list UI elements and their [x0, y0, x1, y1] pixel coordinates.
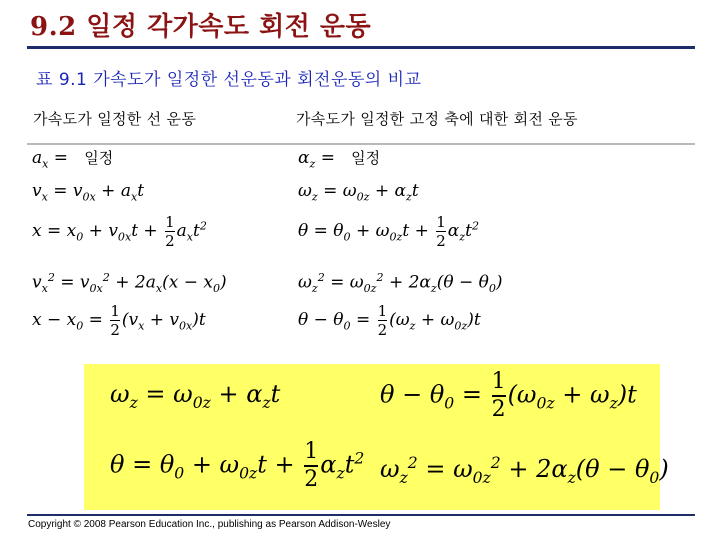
footer-divider	[27, 514, 695, 516]
rotational-eq-3: $\theta = \theta_0 + \omega_{0z}t$ + $\frac{1}{2}$ $\alpha_zt^2$	[298, 213, 479, 250]
linear-eq-4: $v_x^2 = v_{0x}^2 + 2a_x(x - x_0)$	[32, 271, 227, 296]
summary-eq-angular-velocity: $\omega_z = \omega_{0z} + \alpha_zt$	[110, 380, 281, 412]
rotational-eq-2: $\omega_z = \omega_{0z} + \alpha_zt$	[298, 181, 419, 204]
rotational-eq-1: $\alpha_z$ = 일정	[298, 148, 381, 171]
page-title: 9.2 일정 각가속도 회전 운동	[30, 12, 372, 42]
linear-eq-3: $x = x_0 + v_{0x}t$ + $\frac{1}{2}$ $a_xt^2$	[32, 213, 207, 250]
linear-eq-1: $a_x$ = 일정	[32, 148, 114, 171]
rotational-eq-4: $\omega_z^2 = \omega_{0z}^2 + 2\alpha_z(\theta - \theta_0)$	[298, 271, 503, 296]
rotational-eq-5: $\theta - \theta_0$ = $\frac{1}{2}$ $(\omega_z + \omega_{0z})t$	[298, 302, 481, 339]
summary-eq-angular-position: $\theta = \theta_0 + \omega_{0z}t$ + $\frac{1}{2}$ $\alpha_zt^2$	[110, 439, 365, 492]
summary-eq-angular-displacement: $\theta - \theta_0$ = $\frac{1}{2}$ $(\omega_{0z} + \omega_z)t$	[380, 369, 637, 422]
copyright-notice: Copyright © 2008 Pearson Education Inc., publishing as Pearson Addison-Wesley	[28, 519, 391, 530]
column-header-rotational: 가속도가 일정한 고정 축에 대한 회전 운동	[296, 110, 578, 128]
linear-eq-2: $v_x = v_{0x} + a_xt$	[32, 181, 145, 204]
column-header-linear: 가속도가 일정한 선 운동	[33, 110, 197, 128]
table-header-divider	[27, 143, 695, 145]
table-caption: 표 9.1 가속도가 일정한 선운동과 회전운동의 비교	[36, 70, 422, 90]
linear-eq-5: $x - x_0$ = $\frac{1}{2}$ $(v_x + v_{0x})t$	[32, 302, 206, 339]
summary-eq-angular-velocity-squared: $\omega_z^2 = \omega_{0z}^2 + 2\alpha_z(\theta - \theta_0)$	[380, 454, 669, 487]
title-divider	[27, 46, 695, 49]
